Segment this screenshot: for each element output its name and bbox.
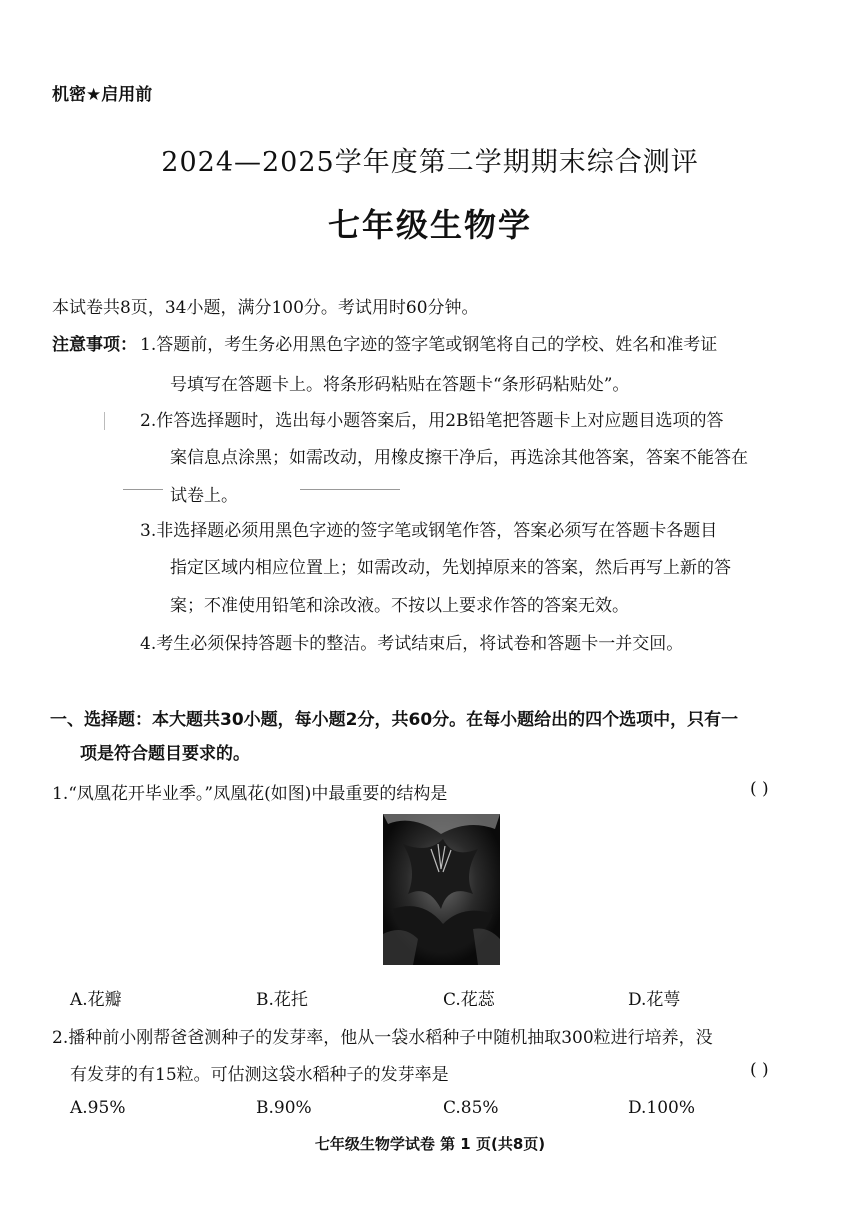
notice-item-2-line-1: 2.作答选择题时，选出每小题答案后，用2B铅笔把答题卡上对应题目选项的答 <box>140 411 724 431</box>
question-2-answer-paren: ( ) <box>750 1060 769 1080</box>
notice-item-4-line-1: 4.考生必须保持答题卡的整洁。考试结束后，将试卷和答题卡一并交回。 <box>140 634 684 654</box>
question-2-option-a: A.95% <box>70 1098 126 1118</box>
scan-artifact-line <box>123 489 163 490</box>
exam-intro: 本试卷共8页，34小题，满分100分。考试用时60分钟。 <box>52 298 479 318</box>
scan-artifact-mark <box>104 412 105 430</box>
notice-item-3-line-2: 指定区域内相应位置上；如需改动，先划掉原来的答案，然后再写上新的答 <box>170 558 731 578</box>
question-1-option-c: C.花蕊 <box>443 990 495 1010</box>
notice-item-1-line-2: 号填写在答题卡上。将条形码粘贴在答题卡“条形码粘贴处”。 <box>170 375 630 395</box>
section-heading: 一、选择题：本大题共30小题，每小题2分，共60分。在每小题给出的四个选项中，只有一 <box>50 710 739 730</box>
question-2-stem-line-2: 有发芽的有15粒。可估测这袋水稻种子的发芽率是 <box>70 1065 449 1085</box>
phoenix-flower-image <box>383 814 500 965</box>
question-2-option-c: C.85% <box>443 1098 499 1118</box>
exam-title: 2024—2025学年度第二学期期末综合测评 <box>161 147 699 178</box>
confidential-label: 机密★启用前 <box>52 85 153 105</box>
question-1-answer-paren: ( ) <box>750 779 769 799</box>
notice-item-1-line-1: 1.答题前，考生务必用黑色字迹的签字笔或钢笔将自己的学校、姓名和准考证 <box>140 335 718 355</box>
notice-item-3-line-3: 案；不准使用铅笔和涂改液。不按以上要求作答的答案无效。 <box>170 596 629 616</box>
question-2-option-d: D.100% <box>628 1098 696 1118</box>
question-1-option-b: B.花托 <box>256 990 308 1010</box>
notice-item-2-line-2: 案信息点涂黑；如需改动，用橡皮擦干净后，再选涂其他答案，答案不能答在 <box>170 448 748 468</box>
section-heading-continued: 项是符合题目要求的。 <box>80 744 250 764</box>
question-2-option-b: B.90% <box>256 1098 312 1118</box>
notice-item-3-line-1: 3.非选择题必须用黑色字迹的签字笔或钢笔作答，答案必须写在答题卡各题目 <box>140 521 718 541</box>
scan-artifact-line <box>300 489 400 490</box>
question-2-stem-line-1: 2.播种前小刚帮爸爸测种子的发芽率，他从一袋水稻种子中随机抽取300粒进行培养，没 <box>52 1028 713 1048</box>
question-1-option-d: D.花萼 <box>628 990 681 1010</box>
notice-item-2-line-3: 试卷上。 <box>170 486 238 506</box>
page-footer: 七年级生物学试卷 第 1 页(共8页) <box>314 1135 546 1153</box>
question-1-option-a: A.花瓣 <box>70 990 122 1010</box>
subject-title: 七年级生物学 <box>327 206 532 244</box>
question-1-stem: 1.“凤凰花开毕业季。”凤凰花(如图)中最重要的结构是 <box>52 784 448 804</box>
notice-label: 注意事项： <box>52 335 137 355</box>
